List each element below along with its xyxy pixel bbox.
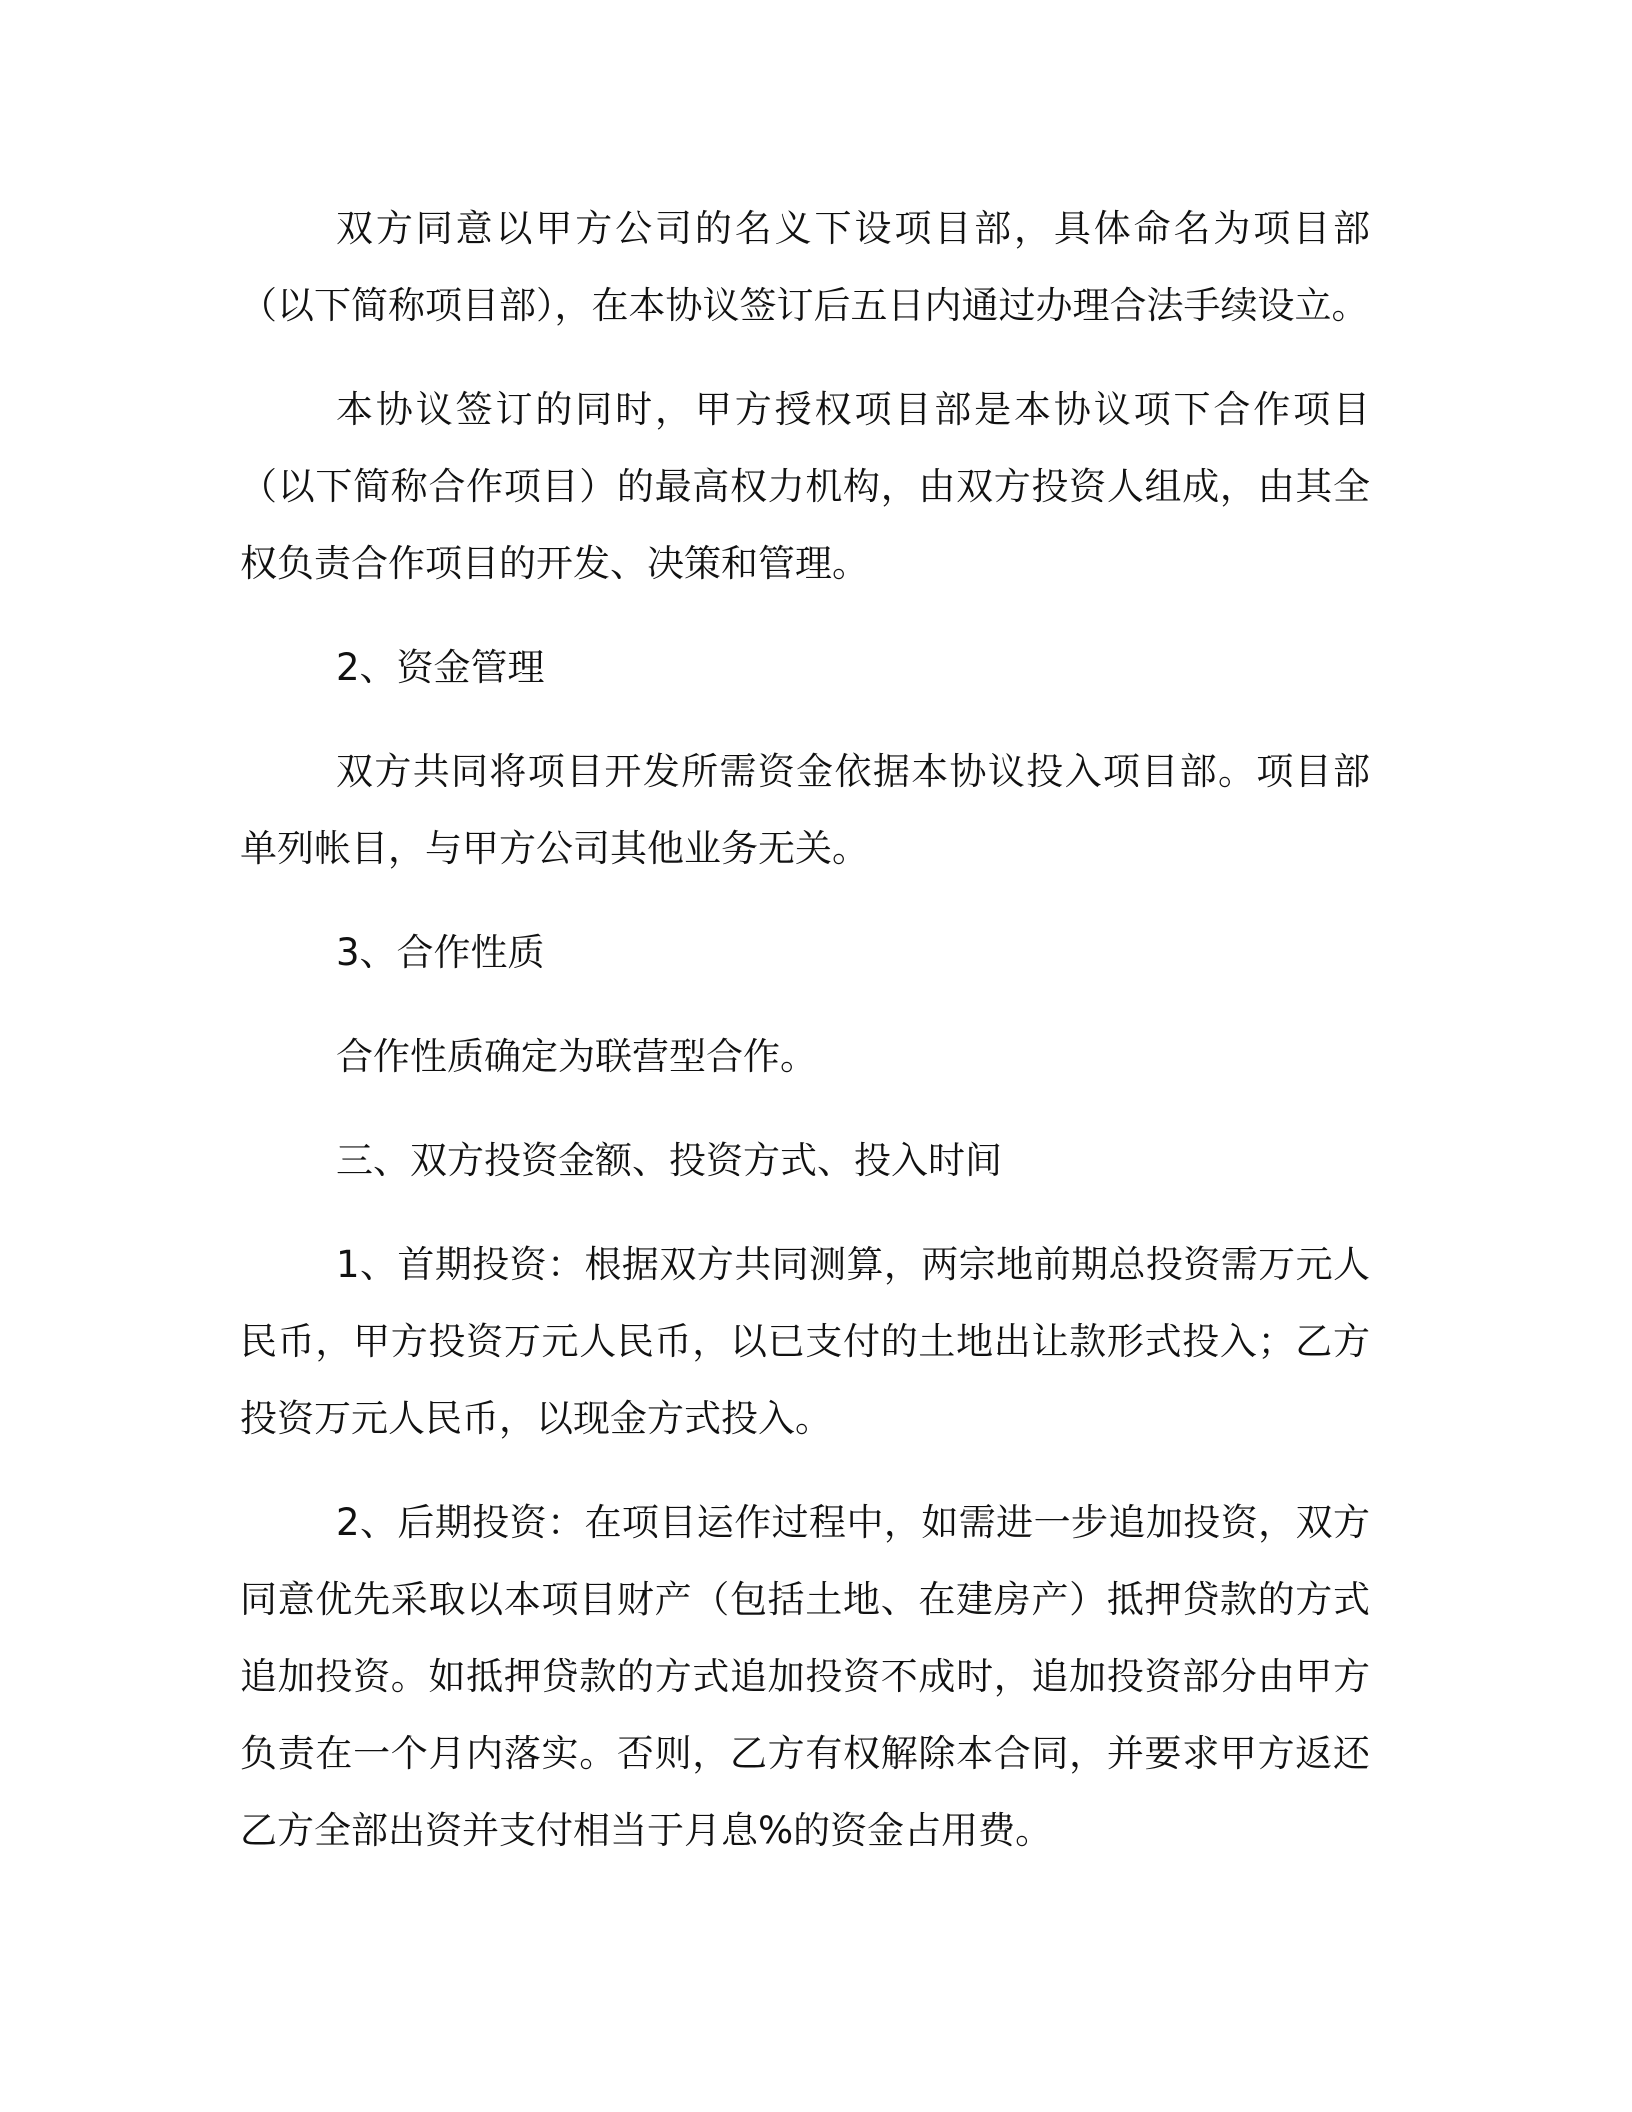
heading-fund-management: 2、资金管理 [336,646,545,689]
paragraph-project-department: 双方同意以甲方公司的名义下设项目部，具体命名为项目部（以下简称项目部），在本协议签订后五日内通过办理合法手续设立。 [240,207,1370,327]
heading-investment: 三、双方投资金额、投资方式、投入时间 [336,1139,1002,1182]
paragraph-fund-management: 双方共同将项目开发所需资金依据本协议投入项目部。项目部单列帐目，与甲方公司其他业务无关。 [240,750,1370,870]
paragraph-cooperation-nature: 合作性质确定为联营型合作。 [336,1035,817,1078]
paragraph-authorization: 本协议签订的同时，甲方授权项目部是本协议项下合作项目（以下简称合作项目）的最高权力机构，由双方投资人组成，由其全权负责合作项目的开发、决策和管理。 [240,388,1370,585]
paragraph-initial-investment: 1、首期投资：根据双方共同测算，两宗地前期总投资需万元人民币，甲方投资万元人民币，以已支付的土地出让款形式投入；乙方投资万元人民币，以现金方式投入。 [240,1243,1370,1440]
heading-cooperation-nature: 3、合作性质 [336,931,545,974]
paragraph-later-investment: 2、后期投资：在项目运作过程中，如需进一步追加投资，双方同意优先采取以本项目财产（包括土地、在建房产）抵押贷款的方式追加投资。如抵押贷款的方式追加投资不成时，追加投资部分由甲方负责在一个月内落实。否则，乙方有权解除本合同，并要求甲方返还乙方全部出资并支付相当于月息%的资金占用费。 [240,1501,1370,1852]
document-body [240,190,1370,1896]
